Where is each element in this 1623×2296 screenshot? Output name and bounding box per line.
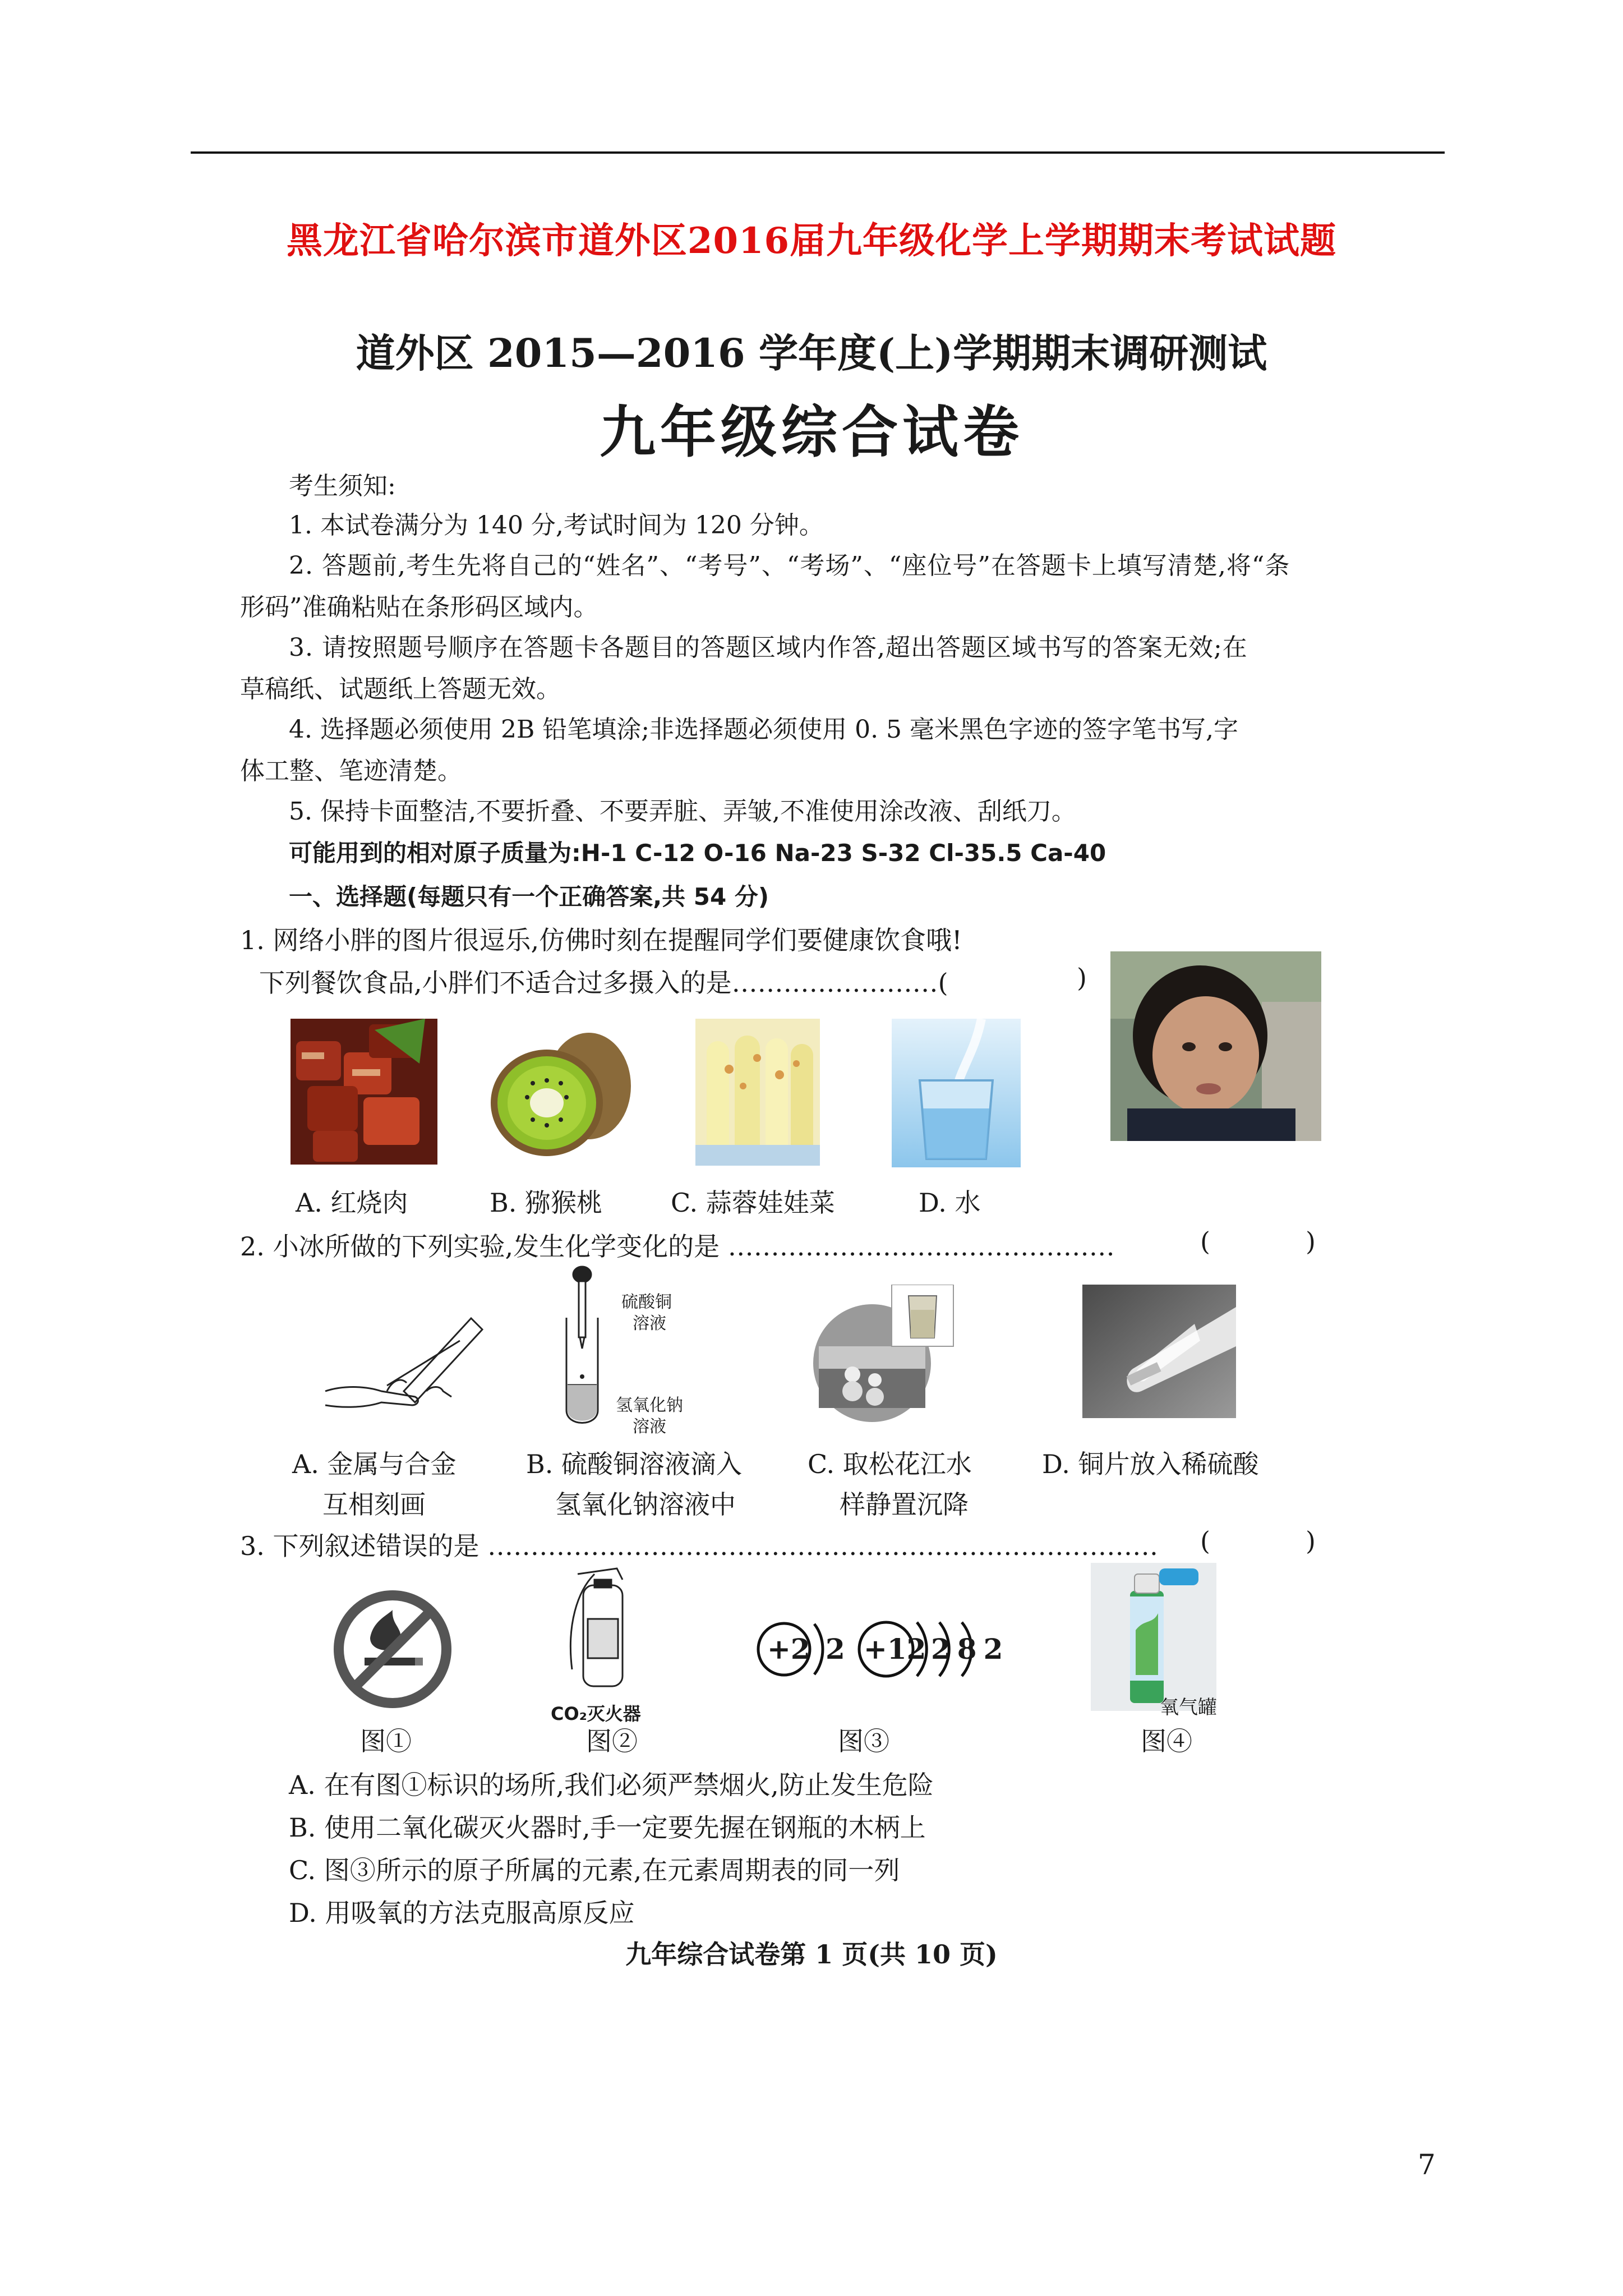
q3-stem: 3. 下列叙述错误的是 …………………………………………………………………… — [240, 1531, 1159, 1561]
q1-option-c: C. 蒜蓉娃娃菜 — [671, 1188, 835, 1218]
solution-label: 溶液 — [633, 1417, 666, 1437]
q2-option-c-line2: 样静置沉降 — [840, 1489, 969, 1520]
naoh-label: 氢氧化钠 — [616, 1396, 683, 1415]
river-water-photo — [808, 1285, 959, 1425]
exam-title: 道外区 2015—2016 学年度(上)学期期末调研测试 — [356, 330, 1267, 376]
copper-in-acid-photo — [1082, 1285, 1236, 1418]
q2-option-a: A. 金属与合金 — [292, 1449, 457, 1479]
notice-item: 4. 选择题必须使用 2B 铅笔填涂;非选择题必须使用 0. 5 毫米黑色字迹的签字笔书写,字 — [289, 715, 1239, 744]
extinguisher-label: CO₂灭火器 — [551, 1703, 641, 1724]
answer-paren-close: ) — [1077, 963, 1087, 993]
fig-caption-4: 图④ — [1141, 1726, 1192, 1756]
q3-option-b: B. 使用二氧化碳灭火器时,手一定要先握在钢瓶的木柄上 — [289, 1812, 926, 1843]
cabbage-image — [695, 1019, 820, 1166]
fig-caption-1: 图① — [360, 1726, 412, 1756]
water-glass-image — [892, 1019, 1021, 1167]
q3-option-c: C. 图③所示的原子所属的元素,在元素周期表的同一列 — [289, 1855, 900, 1885]
q1-option-d: D. 水 — [919, 1188, 981, 1218]
answer-paren-open: ( — [1200, 1226, 1210, 1257]
q1-stem: 1. 网络小胖的图片很逗乐,仿佛时刻在提醒同学们要健康饮食哦! — [240, 925, 962, 955]
fire-extinguisher-drawing — [555, 1557, 645, 1709]
kiwi-image — [482, 1019, 633, 1163]
document-title: 黑龙江省哈尔滨市道外区2016届九年级化学上学期期末考试试题 — [286, 220, 1337, 262]
section-heading: 一、选择题(每题只有一个正确答案,共 54 分) — [289, 883, 769, 910]
q1-stem-line2: 下列餐饮食品,小胖们不适合过多摄入的是……………………( — [259, 968, 948, 998]
header-rule — [191, 151, 1445, 154]
atom1-shell: 2 — [826, 1632, 845, 1665]
q2-stem: 2. 小冰所做的下列实验,发生化学变化的是 ……………………………………… — [240, 1231, 1115, 1262]
fig-caption-2: 图② — [586, 1726, 638, 1756]
scratch-test-drawing — [320, 1307, 488, 1419]
braised-pork-image — [291, 1019, 437, 1165]
solution-label: 溶液 — [633, 1314, 666, 1333]
q2-option-c: C. 取松花江水 — [808, 1449, 972, 1479]
notice-item: 1. 本试卷满分为 140 分,考试时间为 120 分钟。 — [289, 511, 824, 540]
q3-option-a: A. 在有图①标识的场所,我们必须严禁烟火,防止发生危险 — [289, 1770, 934, 1800]
oxygen-can-photo — [1091, 1563, 1216, 1711]
answer-paren-close: ) — [1306, 1526, 1316, 1556]
notice-item: 草稿纸、试题纸上答题无效。 — [240, 675, 561, 703]
answer-paren-open: ( — [1200, 1526, 1210, 1556]
q1-option-b: B. 猕猴桃 — [490, 1188, 603, 1218]
paper-title: 九年级综合试卷 — [600, 399, 1023, 465]
cuso4-label: 硫酸铜 — [621, 1292, 672, 1312]
notice-item: 5. 保持卡面整洁,不要折叠、不要弄脏、弄皱,不准使用涂改液、刮纸刀。 — [289, 797, 1076, 826]
oxygen-label: 氧气罐 — [1160, 1696, 1217, 1719]
notice-item: 形码”准确粘贴在条形码区域内。 — [240, 593, 598, 622]
atom2-shells: 282 — [931, 1632, 1010, 1665]
q2-option-d: D. 铜片放入稀硫酸 — [1042, 1449, 1259, 1479]
q2-option-b-line2: 氢氧化钠溶液中 — [555, 1489, 736, 1520]
q2-option-b: B. 硫酸铜溶液滴入 — [526, 1449, 743, 1479]
q3-option-d: D. 用吸氧的方法克服高原反应 — [289, 1898, 635, 1928]
q1-option-a: A. 红烧肉 — [296, 1188, 408, 1218]
chubby-boy-photo — [1110, 951, 1321, 1141]
q2-option-a-line2: 互相刻画 — [322, 1489, 426, 1520]
fig-caption-3: 图③ — [838, 1726, 889, 1756]
notice-item: 2. 答题前,考生先将自己的“姓名”、“考号”、“考场”、“座位号”在答题卡上填写清楚,将“条 — [289, 551, 1290, 580]
no-fire-sign-icon — [331, 1588, 454, 1711]
notice-item: 3. 请按照题号顺序在答题卡各题目的答题区域内作答,超出答题区域书写的答案无效;在 — [289, 633, 1248, 662]
atom1-nucleus: +2 — [767, 1632, 810, 1665]
page-footer: 九年综合试卷第 1 页(共 10 页) — [625, 1939, 998, 1970]
notice-item: 体工整、笔迹清楚。 — [240, 757, 462, 785]
page-number: 7 — [1418, 2148, 1436, 2181]
notice-heading: 考生须知: — [289, 472, 396, 500]
answer-paren-close: ) — [1306, 1226, 1316, 1257]
atomic-masses: 可能用到的相对原子质量为:H-1 C-12 O-16 Na-23 S-32 Cl-35.5 Ca-40 — [289, 839, 1106, 867]
atom2-nucleus: +12 — [864, 1632, 926, 1665]
